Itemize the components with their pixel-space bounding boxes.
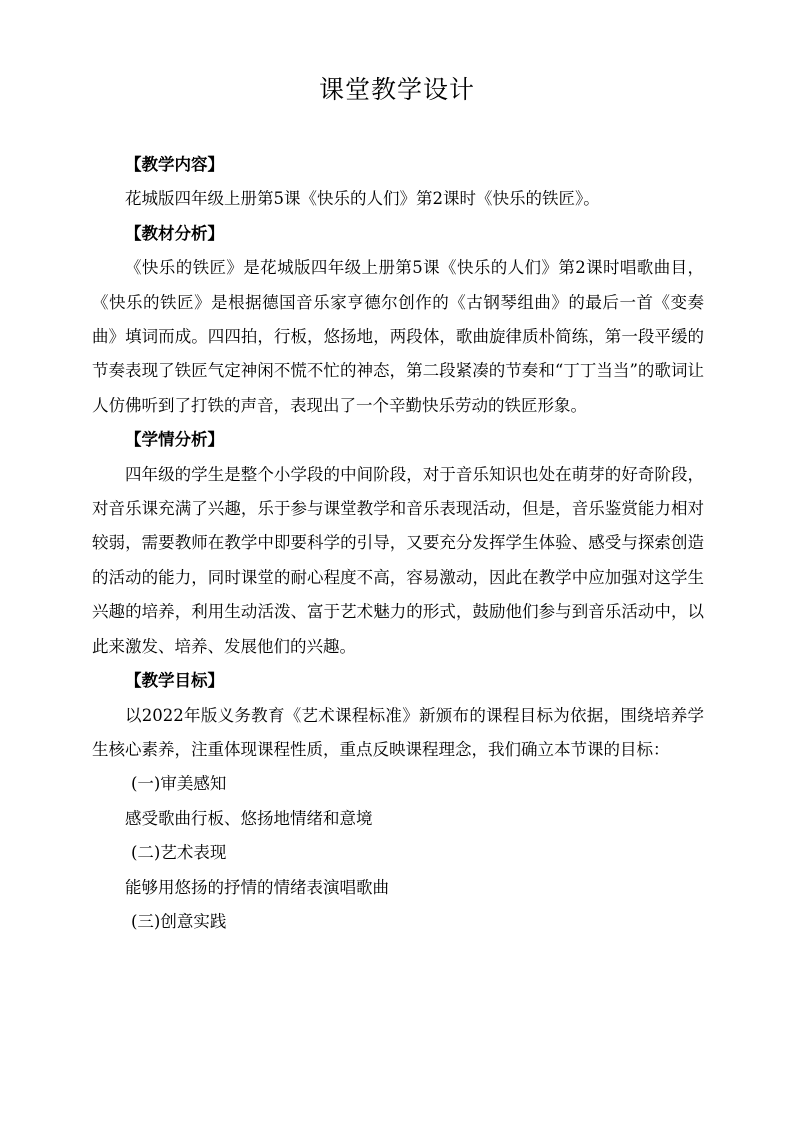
document-body [92, 148, 704, 939]
goal-text-artistic-expression: 能够用悠扬的抒情的情绪表演唱歌曲 [125, 877, 389, 897]
section-heading-teaching-goals: 【教学目标】 [125, 671, 224, 691]
goal-label-aesthetic-perception: (一)审美感知 [131, 774, 227, 794]
material-analysis-paragraph: 《快乐的铁匠》是花城版四年级上册第5课《快乐的人们》第2课时唱歌曲目，《快乐的铁匠》是根据德国音乐家亨德尔创作的《古钢琴组曲》的最后一首《变奏曲》填词而成。四四拍，行板，悠扬地，两段体，歌曲旋律质朴简练，第一段平缓的节奏表现了铁匠气定神闲不慌不忙的神态，第二段紧凑的节奏和“丁丁当当”的歌词让人仿佛听到了打铁的声音，表现出了一个辛勤快乐劳动的铁匠形象。 [92, 258, 704, 415]
section-heading-teaching-content: 【教学内容】 [125, 155, 224, 174]
section-heading-material-analysis: 【教材分析】 [125, 223, 224, 243]
goal-label-artistic-expression: (二)艺术表现 [131, 843, 227, 863]
goal-text-aesthetic-perception: 感受歌曲行板、悠扬地情绪和意境 [125, 808, 373, 828]
section-heading-student-analysis: 【学情分析】 [125, 430, 224, 450]
goal-label-creative-practice: (三)创意实践 [131, 911, 227, 931]
student-analysis-paragraph: 四年级的学生是整个小学段的中间阶段，对于音乐知识也处在萌芽的好奇阶段，对音乐课充满了兴趣，乐于参与课堂教学和音乐表现活动，但是，音乐鉴赏能力相对较弱，需要教师在教学中即要科学的引导，又要充分发挥学生体验、感受与探索创造的活动的能力，同时课堂的耐心程度不高，容易激动，因此在教学中应加强对这学生兴趣的培养，利用生动活泼、富于艺术魅力的形式，鼓励他们参与到音乐活动中，以此来激发、培养、发展他们的兴趣。 [92, 464, 704, 656]
page-title: 课堂教学设计 [318, 75, 475, 104]
teaching-goals-intro: 以2022年版义务教育《艺术课程标准》新颁布的课程目标为依据，围绕培养学生核心素养，注重体现课程性质，重点反映课程理念，我们确立本节课的目标： [92, 705, 704, 759]
teaching-content-paragraph: 花城版四年级上册第5课《快乐的人们》第2课时《快乐的铁匠》。 [125, 189, 600, 209]
